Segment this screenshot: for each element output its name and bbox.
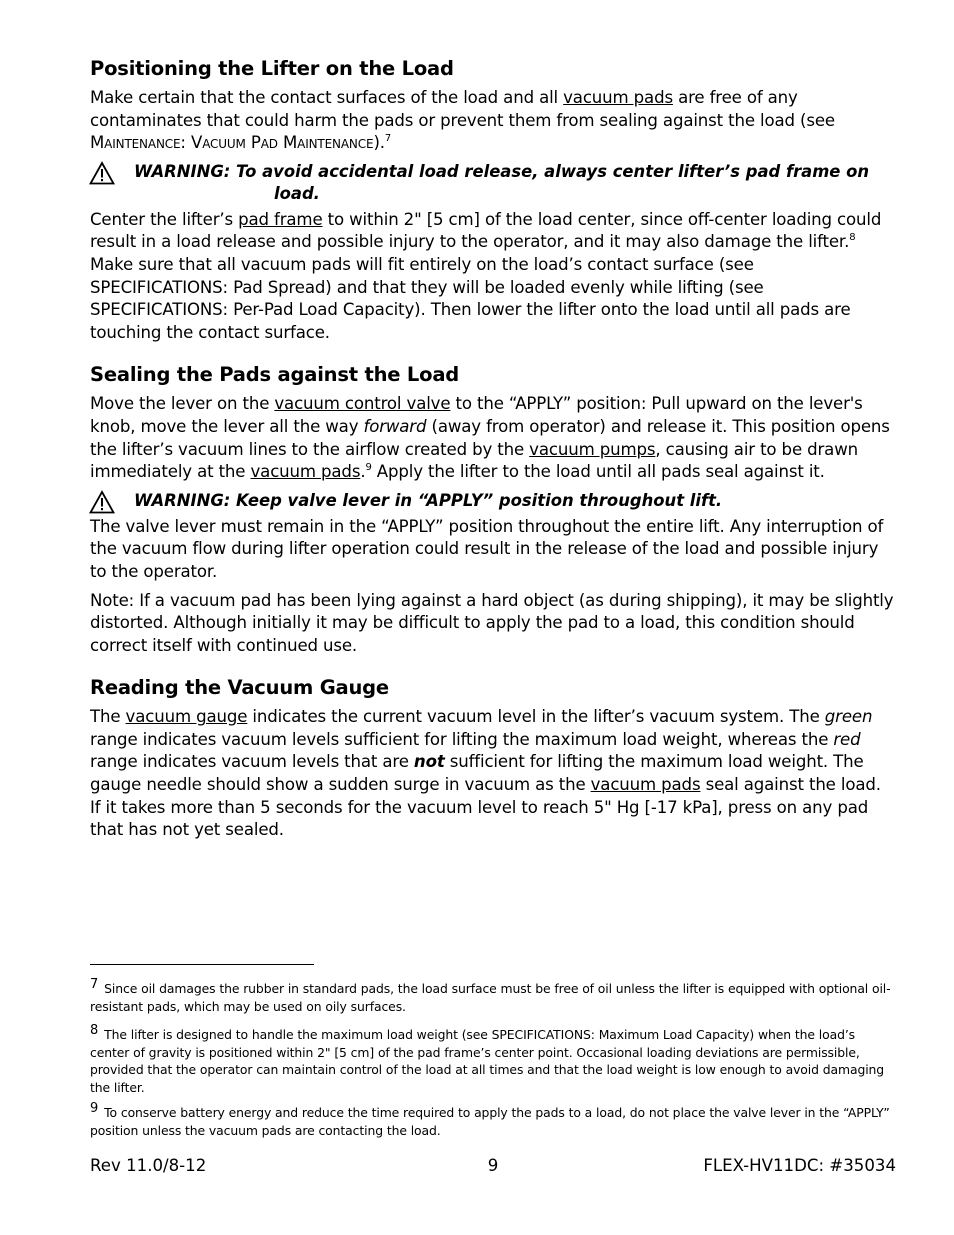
document-id: FLEX-HV11DC: #35034 — [703, 1156, 896, 1175]
pad-frame-reference: pad frame — [238, 209, 323, 229]
vacuum-pumps-reference: vacuum pumps — [529, 439, 656, 459]
vacuum-control-valve-reference: vacuum control valve — [274, 394, 451, 414]
section-heading-vacuum-gauge: Reading the Vacuum Gauge — [90, 676, 389, 700]
warning-keep-lever-apply — [90, 490, 896, 512]
footnote-9: 9 To conserve battery energy and reduce the time required to apply the pads to a load, do not place the valve lever in the “APPLY” position unless the vacuum pads are contacting the load. — [90, 1101, 890, 1138]
page-number: 9 — [487, 1156, 499, 1175]
vacuum-pads-reference: vacuum pads — [590, 775, 701, 795]
footnote-ref-8: 8 — [849, 232, 856, 244]
footnote-separator — [90, 964, 314, 965]
footnote-ref-7: 7 — [384, 133, 392, 145]
page-body — [90, 56, 896, 848]
warning-triangle-icon — [89, 490, 115, 514]
vacuum-pads-reference: vacuum pads — [250, 462, 361, 482]
warning-text-line1: WARNING: To avoid accidental load release, always center lifter’s pad frame on — [134, 161, 870, 181]
warning-center-pad-frame — [90, 161, 896, 205]
revision-label: Rev 11.0/8-12 — [90, 1156, 207, 1175]
vacuum-gauge-reference: vacuum gauge — [125, 707, 248, 727]
warning-text-line2: load. — [274, 183, 320, 203]
footnote-ref-9: 9 — [365, 462, 372, 474]
paragraph-apply-lever: Move the lever on the vacuum control valve to the “APPLY” position: Pull upward on the lever's knob, move the lever all the way forward (away from operator) and release it. This position opens the lifter’s vacuum lines to the airflow created by the vacuum pumps, causing air to be drawn immediately at the vacuum pads.$^9$ Apply the lifter to the load until all pads seal against it. — [90, 394, 890, 482]
paragraph-note-distorted-pad: Note: If a vacuum pad has been lying against a hard object (as during shipping), it may be slightly distorted. Although initially it may be difficult to apply the pad to a load, this condition should correct itself with continued use. — [90, 590, 894, 655]
section-heading-positioning: Positioning the Lifter on the Load — [90, 57, 454, 80]
paragraph-valve-lever-must-remain: The valve lever must remain in the “APPLY” position throughout the entire lift. Any interruption of the vacuum flow during lifter operation could result in the release of the load and possible injury to the operator. — [90, 516, 884, 581]
paragraph-contact-surfaces: Make certain that the contact surfaces of the load and all vacuum pads are free of any contaminates that could harm the pads or prevent them from sealing against the load (see Maintenance: Vacuum Pad Maintenance).$^7$ — [90, 88, 835, 153]
footnote-8: 8 The lifter is designed to handle the maximum load weight (see SPECIFICATIONS: Maximum Load Capacity) when the load’s center of gravity is positioned within 2" [5 cm] of the pad frame’s center point. Occasional loading deviations are permissible, provided that the operator can maintain control of the load at all times and that the load weight is low enough to avoid damaging the lifter. — [90, 1023, 885, 1095]
maintenance-reference: Maintenance: Vacuum Pad Maintenance — [90, 133, 374, 153]
vacuum-pads-reference: vacuum pads — [563, 88, 673, 107]
paragraph-center-pad-frame: Center the lifter’s pad frame to within 2" [5 cm] of the load center, since off-center loading could result in a load release and possible injury to the operator, and it may also damage the lifter.$^8$ Make sure that all vacuum pads will fit entirely on the load’s contact surface (see SPECIFICATIONS: Pad Spread) and that they will be loaded evenly while lifting (see SPECIFICATIONS: Per-Pad Load Capacity). Then lower the lifter onto the load until all pads are touching the contact surface. — [90, 209, 882, 342]
warning-text-line1: WARNING: Keep valve lever in “APPLY” position throughout lift. — [134, 490, 723, 510]
footnote-7: 7 Since oil damages the rubber in standard pads, the load surface must be free of oil unless the lifter is equipped with optional oil-resistant pads, which may be used on oily surfaces. — [90, 977, 891, 1014]
paragraph-vacuum-gauge: The vacuum gauge indicates the current vacuum level in the lifter’s vacuum system. The green range indicates vacuum levels sufficient for lifting the maximum load weight, whereas the red range indicates vacuum levels that are not sufficient for lifting the maximum load weight. The gauge needle should show a sudden surge in vacuum as the vacuum pads seal against the load. If it takes more than 5 seconds for the vacuum level to reach 5" Hg [-17 kPa], press on any pad that has not yet sealed. — [90, 707, 881, 840]
section-heading-sealing: Sealing the Pads against the Load — [90, 363, 460, 387]
warning-triangle-icon — [89, 161, 115, 185]
